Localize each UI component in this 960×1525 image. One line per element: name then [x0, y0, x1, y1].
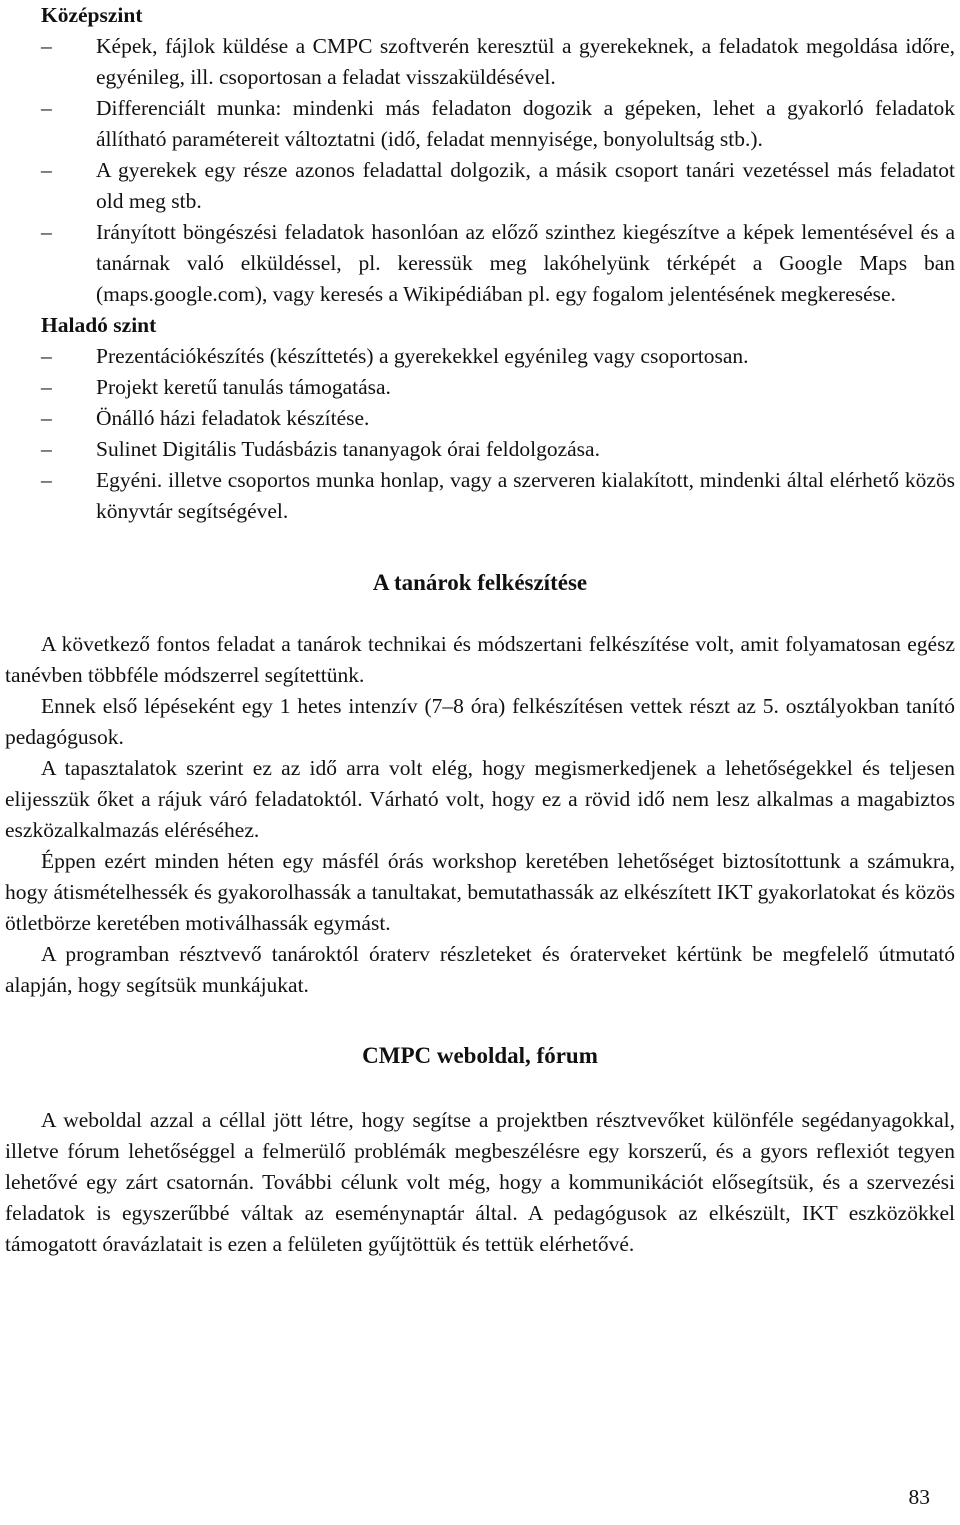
- list-item-text: Projekt keretű tanulás támogatása.: [96, 375, 391, 399]
- list-item-text: Képek, fájlok küldése a CMPC szoftverén keresztül a gyerekeknek, a feladatok megoldása időre, egyénileg, ill. csoportosan a feladat visszaküldésével.: [96, 34, 955, 89]
- list-item-text: Önálló házi feladatok készítése.: [96, 406, 370, 430]
- list-item: [5, 434, 955, 465]
- dash-bullet-icon: –: [41, 34, 52, 58]
- section-heading-cmpc: CMPC weboldal, fórum: [362, 1043, 598, 1068]
- dash-bullet-icon: –: [41, 468, 52, 492]
- paragraph: Ennek első lépéseként egy 1 hetes intenzív (7–8 óra) felkészítésen vettek részt az 5. osztályokban tanító pedagógusok.: [5, 694, 955, 749]
- level-title-kozepszint: Középszint: [41, 3, 143, 27]
- dash-bullet-icon: –: [41, 437, 52, 461]
- page-content: [5, 0, 955, 1260]
- dash-bullet-icon: –: [41, 375, 52, 399]
- paragraph: A weboldal azzal a céllal jött létre, hogy segítse a projektben résztvevőket különféle segédanyagokkal, illetve fórum lehetőséggel a felmerülő problémák megbeszélésre egy korszerű, és a gyors reflexiót tegyen lehetővé egy zárt csatornán. További célunk volt még, hogy a kommunikációt elősegítsük, és a szervezési feladatok is egyszerűbbé váltak az eseménynaptár által. A pedagógusok az elkészült, IKT eszközökkel támogatott óravázlatait is ezen a felületen gyűjtöttük és tettük elérhetővé.: [5, 1108, 955, 1256]
- list-item: [5, 341, 955, 372]
- list-item: [5, 372, 955, 403]
- list-item-text: Irányított böngészési feladatok hasonlóan az előző szinthez kiegészítve a képek lementésével és a tanárnak való elküldéssel, pl. keressük meg lakóhelyünk térképét a Google Maps ban (maps.google.com), vagy keresés a Wikipédiában pl. egy fogalom jelentésének megkeresése.: [96, 220, 955, 306]
- paragraph: A programban résztvevő tanároktól óraterv részleteket és óraterveket kértünk be megfelelő útmutató alapján, hogy segítsük munkájukat.: [5, 942, 955, 997]
- list-item: [5, 465, 955, 527]
- list-item: [5, 155, 955, 217]
- dash-bullet-icon: –: [41, 96, 52, 120]
- list-item: [5, 93, 955, 155]
- list-item: [5, 31, 955, 93]
- level-title-halado: Haladó szint: [41, 313, 157, 337]
- list-item-text: A gyerekek egy része azonos feladattal dolgozik, a másik csoport tanári vezetéssel más feladatot old meg stb.: [96, 158, 955, 213]
- dash-bullet-icon: –: [41, 158, 52, 182]
- section-heading-tanarok: A tanárok felkészítése: [372, 570, 588, 595]
- paragraph: Éppen ezért minden héten egy másfél órás workshop keretében lehetőséget biztosítottunk a számukra, hogy átismételhessék és gyakorolhassák a tanultakat, bemutathassák az elkészített IKT gyakorlatokat és közös ötletbörze keretében motiválhassák egymást.: [5, 849, 955, 935]
- list-item: [5, 403, 955, 434]
- paragraph: A következő fontos feladat a tanárok technikai és módszertani felkészítése volt, amit folyamatosan egész tanévben többféle módszerrel segítettünk.: [5, 632, 955, 687]
- dash-bullet-icon: –: [41, 406, 52, 430]
- list-item: [5, 217, 955, 310]
- list-item-text: Differenciált munka: mindenki más feladaton dogozik a gépeken, lehet a gyakorló feladatok állítható paramétereit változtatni (idő, feladat mennyisége, bonyolultság stb.).: [96, 96, 955, 151]
- dash-bullet-icon: –: [41, 344, 52, 368]
- dash-bullet-icon: –: [41, 220, 52, 244]
- page-number: 83: [908, 1485, 930, 1509]
- bullet-list-halado: [5, 341, 955, 527]
- bullet-list-kozepszint: [5, 31, 955, 310]
- list-item-text: Sulinet Digitális Tudásbázis tananyagok órai feldolgozása.: [96, 437, 600, 461]
- list-item-text: Prezentációkészítés (készíttetés) a gyerekekkel egyénileg vagy csoportosan.: [96, 344, 749, 368]
- paragraph: A tapasztalatok szerint ez az idő arra volt elég, hogy megismerkedjenek a lehetőségekkel és teljesen elijesszük őket a rájuk váró feladatoktól. Várható volt, hogy ez a rövid idő nem lesz alkalmas a magabiztos eszközalkalmazás eléréséhez.: [5, 756, 955, 842]
- list-item-text: Egyéni. illetve csoportos munka honlap, vagy a szerveren kialakított, mindenki által elérhető közös könyvtár segítségével.: [96, 468, 955, 523]
